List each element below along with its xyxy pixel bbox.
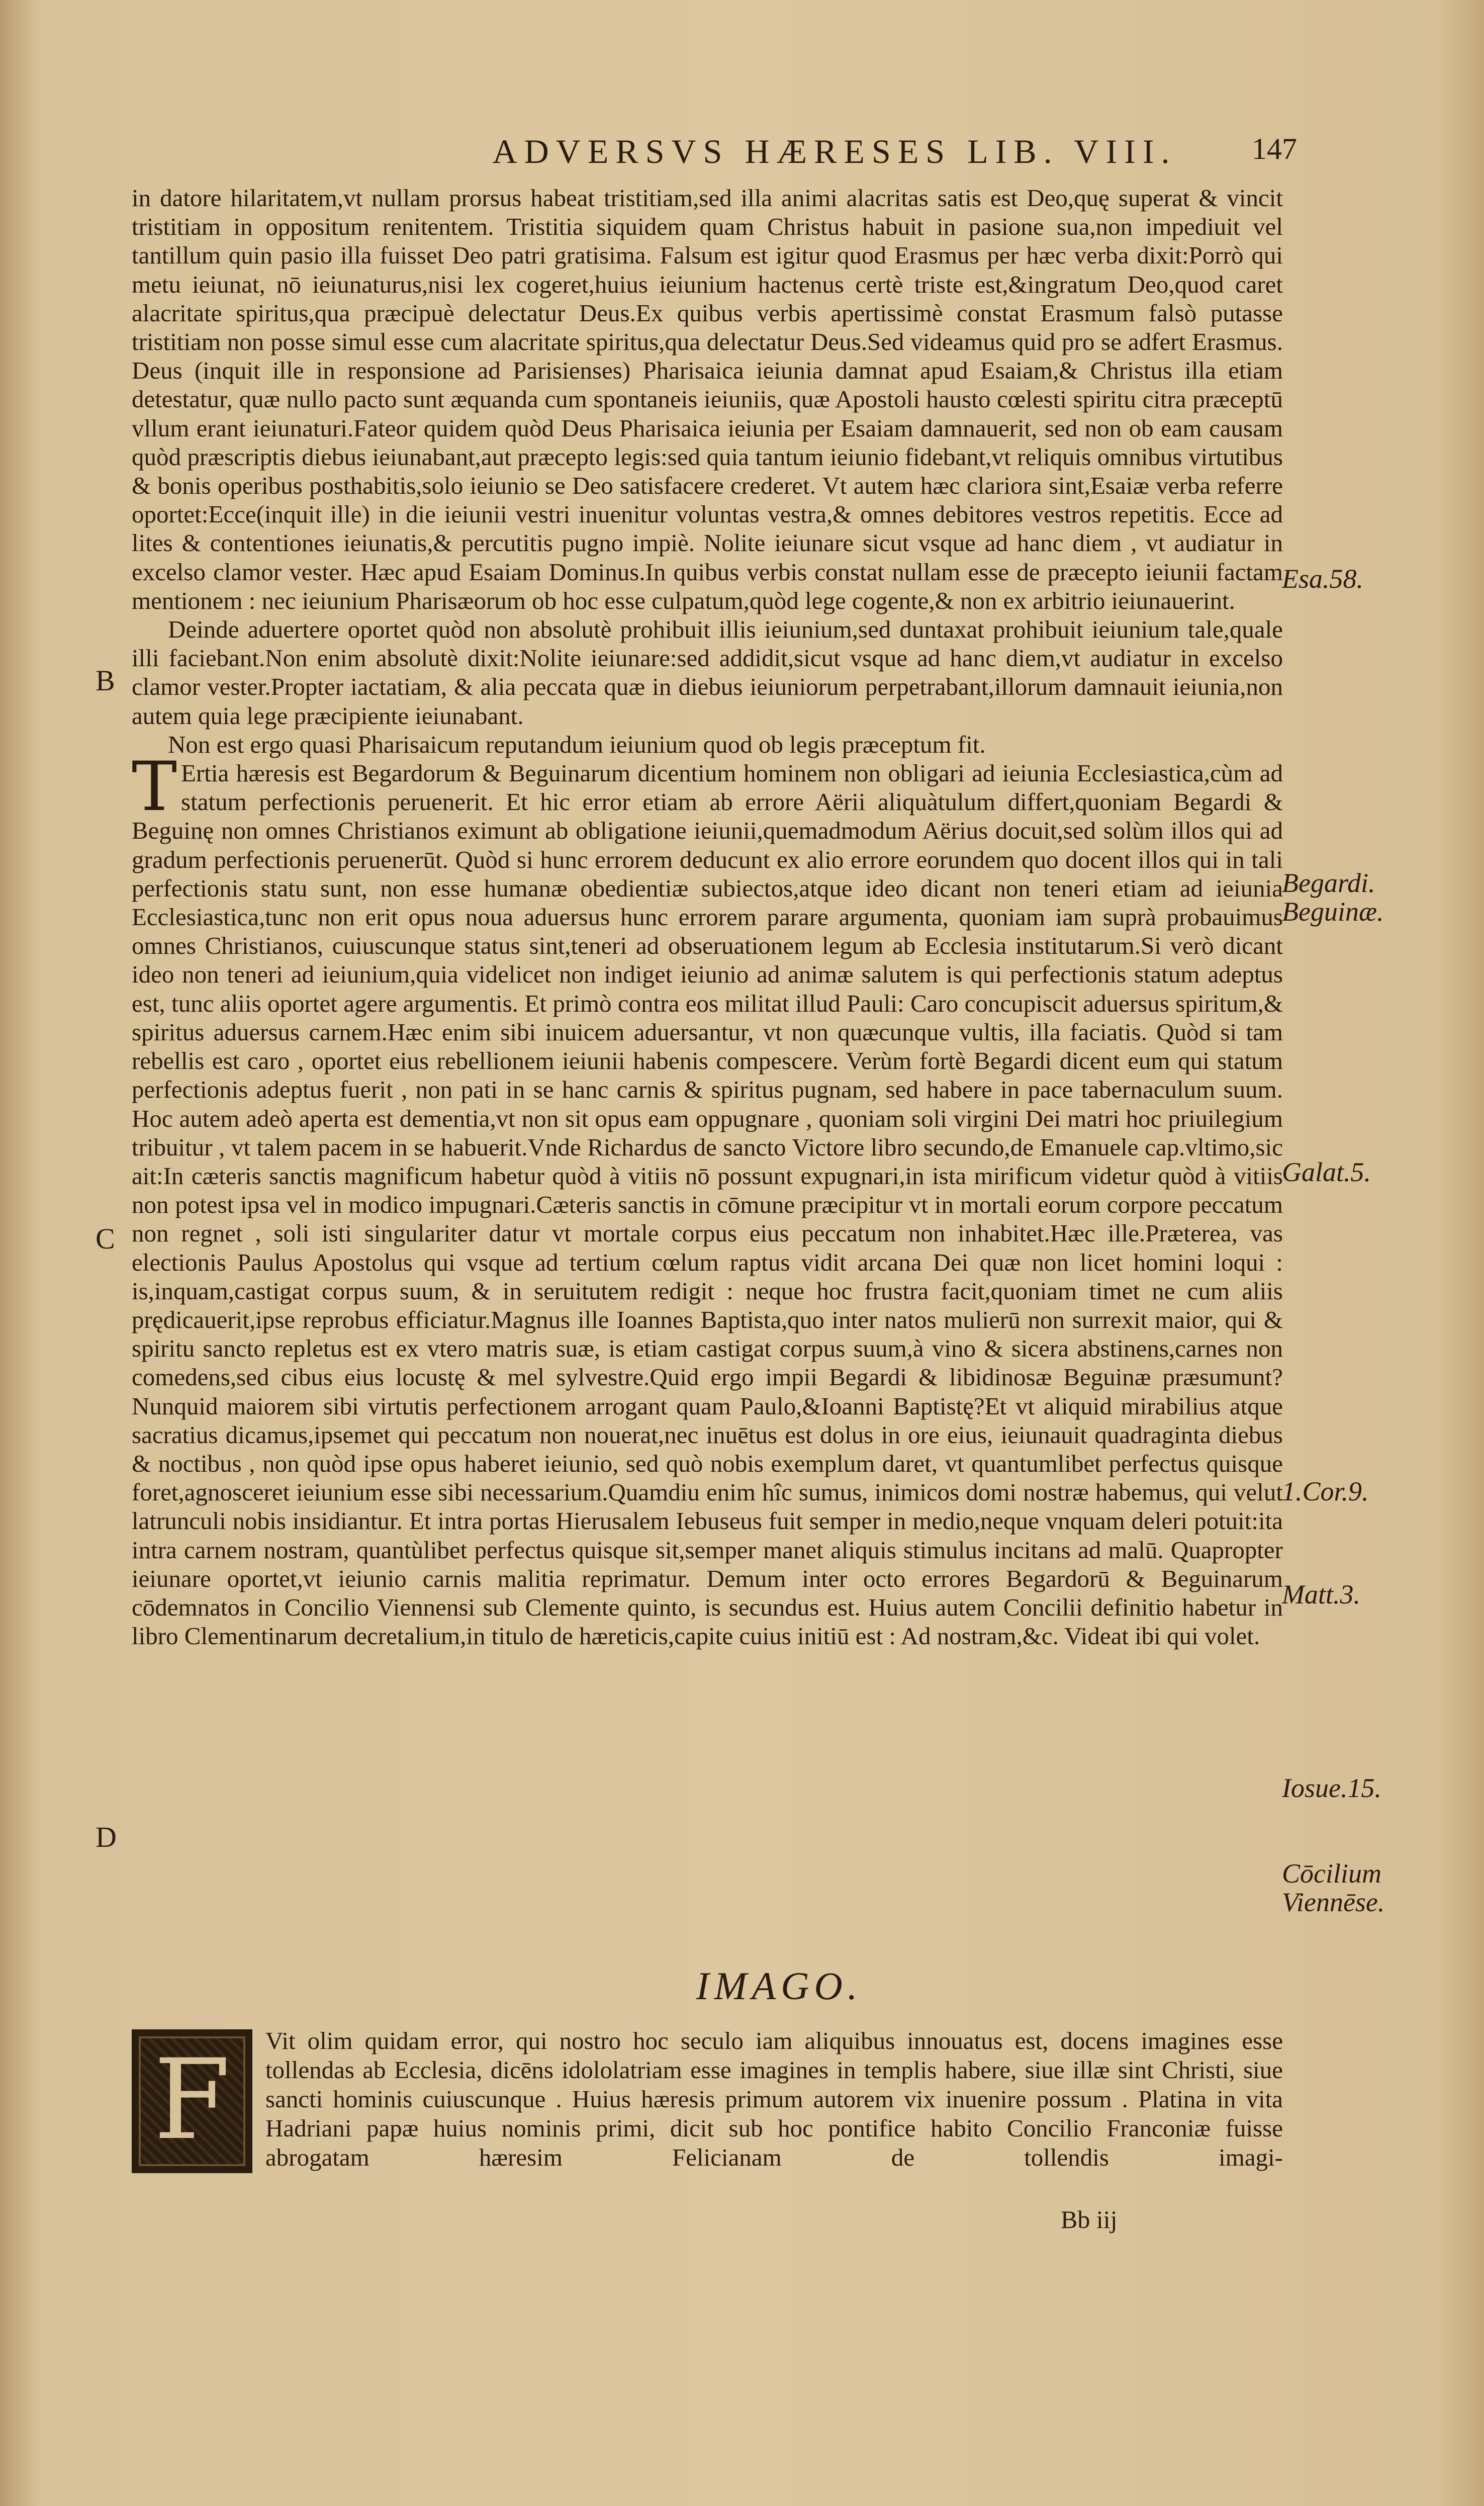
- side-note-cor: 1.Cor.9.: [1282, 1476, 1369, 1506]
- side-note-matt: Matt.3.: [1282, 1579, 1360, 1609]
- section-letter-b: B: [96, 664, 115, 697]
- section-title: IMAGO.: [696, 1964, 863, 2008]
- side-note-esa: Esa.58.: [1282, 564, 1363, 594]
- side-note-beguinae: Beguinæ.: [1282, 897, 1384, 927]
- section-letter-d: D: [96, 1821, 117, 1853]
- main-text: [132, 184, 1283, 1650]
- page-number: 147: [1252, 132, 1297, 165]
- side-note-iosue: Iosue.15.: [1282, 1773, 1381, 1803]
- side-note-concilium: Cōcilium: [1282, 1858, 1381, 1889]
- section-letter-c: C: [96, 1222, 115, 1255]
- signature-mark: Bb iij: [1061, 2205, 1118, 2233]
- initial-letter: F: [153, 2035, 231, 2164]
- paragraph-2: Deinde aduertere oportet quòd non absolutè prohibuit illis ieiunium,sed duntaxat prohibuit ieiunium tale,quale illi faciebant.Non enim absolutè dixit:Nolite ieiunare:sed addidit,sicut vsque ad hanc diem,vt audiatur in excelso clamor vester.Propter iactatiam, & alia peccata quæ in diebus ieiuniorum perpetrabant,illorum damnauit ieiunia,non autem quia lege præcipiente ieiunabant.: [132, 615, 1283, 730]
- imago-section: [132, 2026, 1283, 2173]
- paragraph-1: in datore hilaritatem,vt nullam prorsus habeat tristitiam,sed illa animi alacritas satis est Deo,quę superat & vincit tristitiam in oppositum renitentem. Tristitia siquidem quam Christus habuit in pasione sua,non impediuit vel tantillum quin pasio illa fuisset Deo patri gratisima. Falsum est igitur quod Erasmus per hæc verba dixit:Porrò qui metu ieiunat, nō ieiunaturus,nisi lex cogeret,huius ieiunium hactenus certè triste est,&ingratum Deo,quod caret alacritate spiritus,qua præcipuè delectatur Deus.Ex quibus verbis apertissimè constat Erasmum falsò putasse tristitiam non posse simul esse cum alacritate spiritus,qua delectatur Deus.Sed videamus quid pro se adfert Erasmus. Deus (inquit ille in responsione ad Parisienses) Pharisaica ieiunia damnat apud Esaiam,& Christus illa etiam detestatur, quæ nullo pacto sunt æquanda cum spontaneis ieiuniis, quæ Apostoli hausto cœlesti spiritu citra præceptū vllum erant ieiunaturi.Fateor quidem quòd Deus Pharisaica ieiunia per Esaiam damnauerit, sed non ob eam causam quòd præscriptis diebus ieiunabant,aut præcepto legis:sed quia tantum ieiunio fidebant,vt reliquis omnibus virtutibus & bonis operibus posthabitis,solo ieiunio se Deo satisfacere crederet. Vt autem hæc clariora sint,Esaiæ verba referre oportet:Ecce(inquit ille) in die ieiunii vestri inuenitur voluntas vestra,& omnes debitores vestros repetitis. Ecce ad lites & contentiones ieiunatis,& percutitis pugno impiè. Nolite ieiunare sicut vsque ad hanc diem , vt audiatur in excelso clamor vester. Hæc apud Esaiam Dominus.In quibus verbis constat nullam esse de præcepto ieiunii factam mentionem : nec ieiunium Pharisæorum ob hoc esse culpatum,quòd lege cogente,& non ex arbitrio ieiunauerint.: [132, 184, 1283, 614]
- drop-cap-t: T: [132, 747, 177, 827]
- side-note-begardi: Begardi.: [1282, 868, 1375, 898]
- side-note-viennense: Viennēse.: [1282, 1887, 1385, 1917]
- paragraph-3: Non est ergo quasi Pharisaicum reputandum ieiunium quod ob legis præceptum fit.: [168, 730, 986, 758]
- paragraph-4: [132, 747, 1283, 1650]
- imago-paragraph: Vit olim quidam error, qui nostro hoc seculo iam aliquibus innouatus est, docens imagines esse tollendas ab Ecclesia, dicēns idololatriam esse imagines in templis habere, siue illæ sint Christi, siue sancti hominis cuiuscunque . Huius hæresis primum autorem vix inuenire possum . Platina in vita Hadriani papæ huius nominis primi, dicit sub hoc pontifice habito Concilio Franconiæ fuisse abrogatam hæresim Felicianam de tollendis imagi-: [265, 2027, 1283, 2171]
- decorated-initial: [132, 2029, 252, 2173]
- running-title: ADVERSVS HÆRESES LIB. VIII.: [492, 132, 1177, 170]
- side-note-galat: Galat.5.: [1282, 1157, 1371, 1187]
- paragraph-4-text: Ertia hæresis est Begardorum & Beguinarum dicentium hominem non obligari ad ieiunia Ecclesiastica,cùm ad statum perfectionis peruenerit. Et hic error etiam ab errore Aërii aliquàtulum differt,quoniam Begardi & Beguinę non omnes Christianos eximunt ab obligatione ieiunii,quemadmodum Aërius docuit,sed solùm illos qui ad gradum perfectionis peruenerūt. Quòd si hunc errorem deducunt ex alio errore eorundem quo docent illos qui in tali perfectionis statu sunt, non esse humanæ obedientiæ subiectos,atque ideo dicant non teneri etiam ad ieiunia Ecclesiastica,tunc non erit opus noua aduersus hunc errorem parare argumenta, quoniam iam suprà probauimus omnes Christianos, cuiuscunque status sint,teneri ad obseruationem legum ab Ecclesia institutarum.Si verò dicant ideo non teneri ad ieiunium,quia videlicet non indiget ieiunio ad animæ salutem is qui perfectionis statum adeptus est, tunc aliis oportet agere argumentis. Et primò contra eos militat illud Pauli: Caro concupiscit aduersus spiritum,& spiritus aduersus carnem.Hæc enim sibi inuicem aduersantur, vt non quæcunque vultis, illa faciatis. Quòd si tam rebellis est caro , oportet eius rebellionem ieiunii habenis compescere. Verùm fortè Begardi dicent eum qui statum perfectionis adeptus fuerit , non pati in se hanc carnis & spiritus pugnam, sed habere in pace tabernaculum suum. Hoc autem adeò aperta est dementia,vt non sit opus eam oppugnare , quoniam soli virgini Dei matri hoc priuilegium tribuitur , vt talem pacem in se habuerit.Vnde Richardus de sancto Victore libro secundo,de Emanuele cap.vltimo,sic ait:In cæteris sanctis magnificum habetur quòd à vitiis nō possunt expugnari,in ista mirificum videtur quòd à vitiis non potest ipsa vel in modico impugnari.Cæteris sanctis in cōmune præcipitur vt in mortali eorum corpore peccatum non regnet , soli isti singulariter datur vt mortale corpus eius peccatum non inhabitet.Hæc ille.Præterea, vas electionis Paulus Apostolus qui vsque ad tertium cœlum raptus vidit arcana Dei quæ non licet homini loqui : is,inquam,castigat corpus suum, & in seruitutem redigit : neque hoc frustra facit,quoniam timet ne cum aliis prędicauerit,ipse reprobus efficiatur.Magnus ille Ioannes Baptista,quo inter natos mulierū non surrexit maior, qui & spiritu sancto repletus est ex vtero matris suæ, is etiam castigat corpus suum,à vino & sicera abstinens,carnes non comedens,sed cibus eius locustę & mel sylvestre.Quid ergo impii Begardi & libidinosæ Beguinæ præsumunt?Nunquid maiorem sibi virtutis perfectionem arrogant quam Paulo,&Ioanni Baptistę?Et vt aliquid mirabilius atque sacratius dicamus,ipsemet qui peccatum non nouerat,nec inuētus est dolus in ore eius, ieiunauit quadraginta diebus & noctibus , non quòd ipse opus haberet ieiunio, sed quò nobis exemplum daret, vt quantumlibet perfectus quisque foret,agnosceret ieiunium esse sibi necessarium.Quamdiu enim hîc sumus, inimicos domi nostræ habemus, qui velut latrunculi nobis insidiantur. Et intra portas Hierusalem Iebuseus fuit semper in medio,neque vnquam deleri potuit:ita intra carnem nostram, quantùlibet perfectus quisque sit,semper manet aliquis stimulus incitans ad malū. Quapropter ieiunare oportet,vt ieiunio carnis malitia reprimatur. Demum inter octo errores Begardorū & Beguinarum cōdemnatos in Concilio Viennensi sub Clemente quinto, is secundus est. Huius autem Concilii definitio habetur in libro Clementinarum decretalium,in titulo de hæreticis,capite cuius initiū est : Ad nostram,&c. Videat ibi qui volet.: [132, 759, 1283, 1650]
